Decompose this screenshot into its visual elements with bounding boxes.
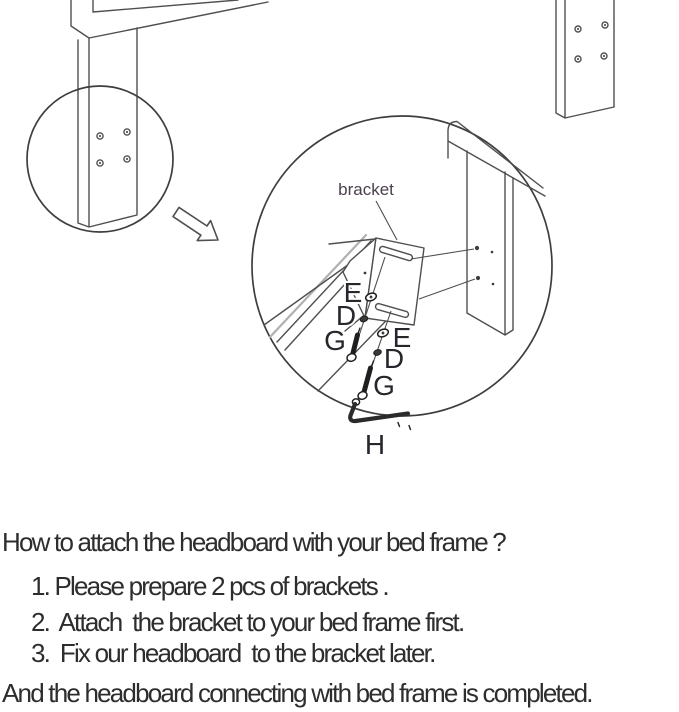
part-label-e1: E [343, 277, 363, 308]
instructions-footer: And the headboard connecting with bed frame is completed. [2, 678, 592, 708]
bracket-leader-line [376, 201, 397, 240]
stray-tick-marks [398, 423, 411, 430]
headboard-panel-lines [71, 0, 268, 38]
part-label-g1: G [324, 325, 346, 356]
screw-hole [492, 283, 495, 286]
bed-frame-leg-figure [556, 0, 614, 118]
screw-hole-center [126, 158, 128, 160]
washer-d-icon [359, 315, 368, 323]
screw-hole [491, 251, 494, 254]
screw-hole-center [603, 55, 605, 57]
part-label-g2: G [373, 370, 395, 401]
bed-leg-magnified [448, 122, 545, 336]
headboard-leg-lines [78, 28, 137, 227]
headboard-corner-figure [27, 0, 268, 232]
headboard-leg-holes [97, 129, 130, 166]
bolt-g-icon [357, 361, 374, 401]
detail-circle-small [27, 86, 173, 232]
screw-hole-center [99, 162, 101, 164]
screw-hole-center [99, 135, 101, 137]
part-label-e2: E [392, 322, 412, 353]
instruction-step-2: 2. Attach the bracket to your bed frame first. [31, 607, 464, 637]
screw-hole-center [604, 24, 606, 26]
part-label-d1: D [335, 300, 357, 331]
part-label-h: H [364, 429, 386, 460]
washer-d-icon [373, 349, 382, 357]
bracket-label: bracket [338, 180, 394, 199]
part-label-d2: D [383, 343, 405, 374]
bed-rail-lines [448, 122, 545, 197]
instruction-step-1: 1. Please prepare 2 pcs of brackets . [31, 571, 388, 601]
screw-hole [476, 276, 480, 280]
bracket-face [365, 238, 424, 325]
screw-hole-center [577, 28, 579, 30]
bed-leg-lines [467, 151, 513, 335]
allen-key-arm [350, 404, 408, 421]
instructions-heading: How to attach the headboard with your bed frame ? [2, 527, 505, 557]
bracket-hole [364, 272, 367, 275]
instruction-step-3: 3. Fix our headboard to the bracket later. [31, 638, 435, 668]
screw-hole [475, 246, 479, 250]
screw-hole-center [577, 58, 579, 60]
zoom-arrow-icon [173, 207, 218, 240]
bed-frame-leg-holes [575, 22, 608, 62]
magnified-detail-view [252, 116, 552, 460]
screw-hole-center [126, 131, 128, 133]
bolt-g-icon [346, 328, 360, 363]
